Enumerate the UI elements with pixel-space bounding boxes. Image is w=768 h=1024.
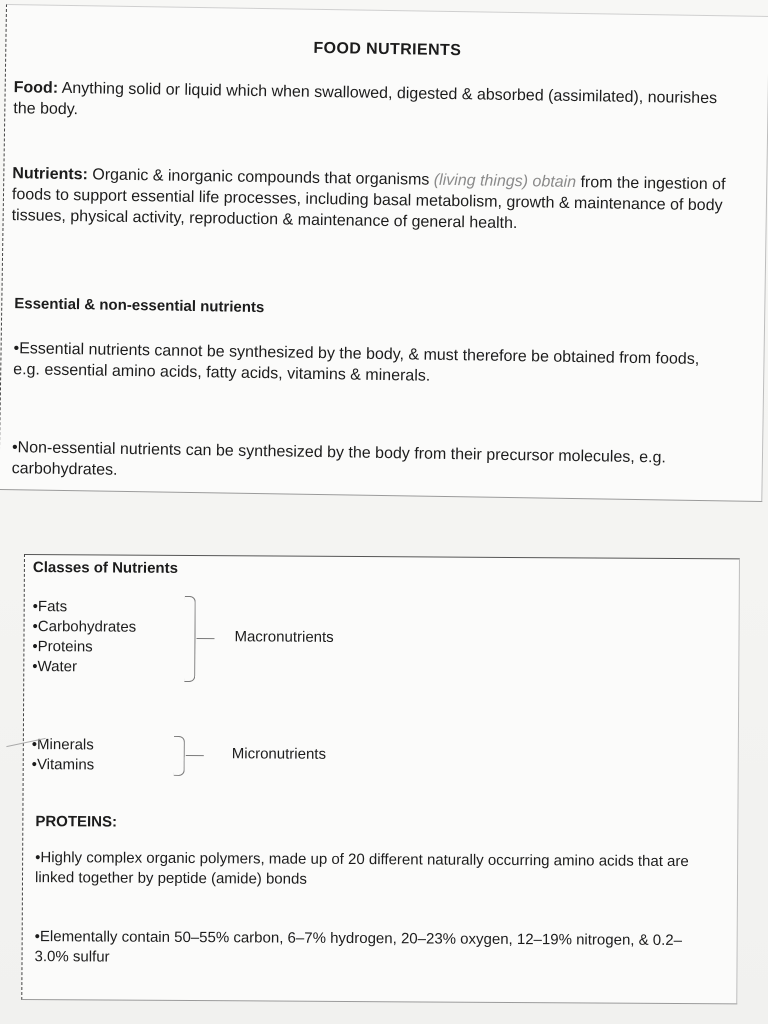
nutrients-term: Nutrients:: [12, 165, 89, 184]
micro-bracket: [174, 736, 185, 776]
list-item: •Vitamins: [31, 756, 95, 774]
micro-bracket-tick: [186, 755, 204, 756]
slide-classes-of-nutrients: [21, 554, 740, 1004]
classes-heading: Classes of Nutrients: [32, 559, 179, 577]
protein-point-1: •Highly complex organic polymers, made up of 20 different naturally occurring amino acids that are linked together by peptide (amide) bonds: [34, 849, 689, 888]
food-definition: [13, 77, 729, 130]
micronutrients-label: Micronutrients: [231, 745, 327, 763]
non-essential-point: •Non-essential nutrients can be synthesized by the body from their precursor molecules, e.g. carbohydrates.: [11, 439, 667, 479]
nutrients-definition: [12, 163, 733, 237]
list-item: •Fats: [32, 598, 68, 616]
essential-heading: Essential & non-essential nutrients: [14, 295, 265, 317]
list-item: •Water: [32, 658, 78, 676]
list-item: •Carbohydrates: [32, 618, 137, 636]
food-term: Food:: [13, 79, 59, 97]
slide-food-nutrients: [0, 4, 768, 502]
list-item: •Proteins: [32, 638, 93, 656]
nutrients-text-a: Organic & inorganic compounds that organisms: [87, 166, 434, 189]
macronutrient-list: [32, 597, 136, 678]
macro-bracket: [184, 596, 196, 682]
macronutrients-label: Macronutrients: [234, 628, 334, 646]
page-title: FOOD NUTRIENTS: [313, 39, 462, 60]
proteins-heading: PROTEINS:: [35, 813, 118, 831]
essential-point: •Essential nutrients cannot be synthesized by the body, & must therefore be obtained from foods, e.g. essential amino acids, fatty acids, vitamins & minerals.: [13, 340, 700, 385]
micronutrient-list: [32, 735, 95, 775]
macro-bracket-tick: [196, 638, 214, 639]
food-text: Anything solid or liquid which when swallowed, digested & absorbed (assimilated), nourishes the body.: [13, 79, 718, 119]
list-item: •Minerals: [31, 736, 94, 754]
nutrients-text-b: from the ingestion of foods to support essential life processes, including basal metabolism, growth & maintenance of body tissues, physical activity, reproduction & maintenance of general health.: [11, 173, 726, 233]
protein-point-2: •Elementally contain 50–55% carbon, 6–7% hydrogen, 20–23% oxygen, 12–19% nitrogen, & 0.2–3.0% sulfur: [34, 928, 683, 966]
nutrients-text-faded: (living things) obtain: [433, 171, 577, 191]
